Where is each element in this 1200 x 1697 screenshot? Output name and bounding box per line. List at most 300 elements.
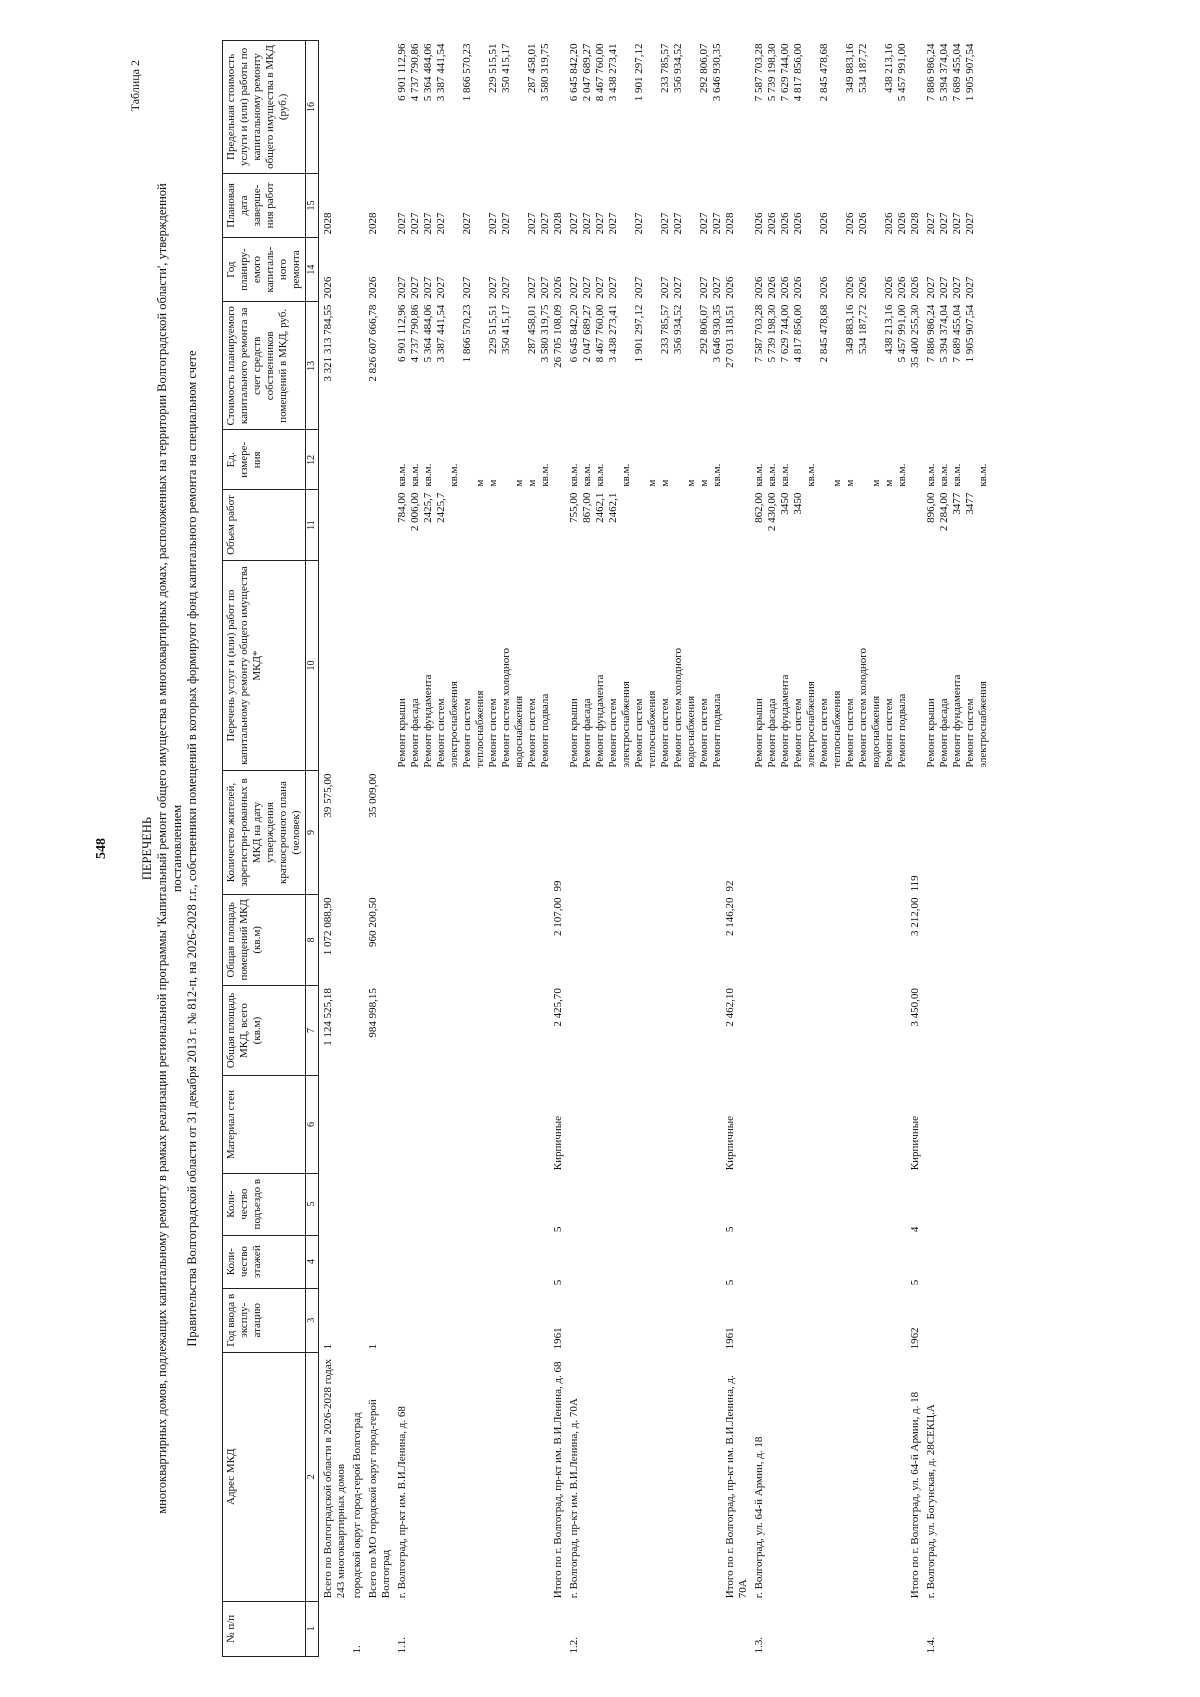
table-cell xyxy=(364,560,393,770)
works-unit xyxy=(922,430,990,490)
cell-line: Ремонт систем xyxy=(659,698,671,768)
cell-line: 350 415,17 xyxy=(500,304,512,355)
cell-line: 2026 xyxy=(883,212,895,235)
cell-line: 287 458,01 xyxy=(526,304,538,355)
building-area-rooms xyxy=(909,894,922,985)
cell-line: 4 817 856,00 xyxy=(792,304,804,363)
cell-line: Всего по МО городской округ город-герой Волгоград xyxy=(367,1399,392,1599)
cell-line: 2027 xyxy=(964,212,976,235)
cell-line: 233 785,57 xyxy=(659,304,671,355)
table-cell xyxy=(364,1173,393,1235)
cell-line: 3 212,00 xyxy=(909,897,921,936)
cell-line: теплоснабжения xyxy=(474,690,486,768)
cell-line: 2026 xyxy=(766,212,778,235)
cell-line: 1. xyxy=(351,1645,363,1654)
cell-line: 7 587 703,28 xyxy=(753,43,765,102)
cell-line xyxy=(870,305,883,427)
cell-line: 1 072 088,90 xyxy=(322,897,334,956)
cell-line xyxy=(513,493,526,558)
cell-line: 2027 xyxy=(607,276,619,299)
cell-line xyxy=(435,433,448,487)
table-cell xyxy=(909,41,922,174)
table-cell xyxy=(348,1173,364,1235)
cell-line: 1 xyxy=(367,1343,379,1350)
cell-line: электроснабжения xyxy=(448,681,460,768)
works-year xyxy=(750,238,909,302)
district-cost xyxy=(364,302,393,430)
cell-line: 2026 xyxy=(818,276,830,299)
building-address xyxy=(565,1352,724,1601)
cell-line: 2462,1 xyxy=(607,492,619,523)
table-cell xyxy=(724,1601,750,1656)
works-cost xyxy=(393,302,552,430)
cell-line: Ремонт фундамента xyxy=(594,674,606,768)
table-cell xyxy=(565,985,724,1076)
cell-line: кв.м. xyxy=(977,463,989,487)
table-cell xyxy=(393,1173,552,1235)
column-number-10: 10 xyxy=(306,560,319,770)
cell-line: Кирпичные xyxy=(909,1115,921,1171)
cell-line: Ремонт фасада xyxy=(938,698,950,768)
works-volume xyxy=(750,490,909,561)
table-cell xyxy=(565,894,724,985)
cell-line: г. Волгоград, пр-кт им. В.И.Ленина, д. 70А xyxy=(568,1398,580,1599)
cell-line xyxy=(539,493,552,558)
cell-line: 6 645 842,20 xyxy=(568,43,580,102)
district-subtotal-label xyxy=(364,1352,393,1601)
cell-line: 2026 xyxy=(779,212,791,235)
cell-line: м xyxy=(883,479,895,487)
cell-line: Ремонт крыши xyxy=(925,698,937,768)
cell-line: 7 629 744,00 xyxy=(779,304,791,363)
table-cell xyxy=(922,985,990,1076)
cell-line: 5 394 374,04 xyxy=(938,304,950,363)
cell-line xyxy=(448,493,461,558)
cell-line: 3 387 441,54 xyxy=(435,304,447,363)
cell-line: 1961 xyxy=(552,1327,564,1350)
works-unit xyxy=(750,430,909,490)
column-header-13: Стоимость планируемого капитального ремонта за счет средств собственников помещений в МКД, руб. xyxy=(223,302,306,430)
cell-line xyxy=(620,305,633,427)
cell-line: Ремонт фундамента xyxy=(779,674,791,768)
cell-line xyxy=(818,493,831,558)
cell-line: 2027 xyxy=(500,212,512,235)
cell-line: 2027 xyxy=(659,212,671,235)
cell-line: кв.м. xyxy=(711,463,723,487)
cell-line xyxy=(633,433,646,487)
cell-line xyxy=(711,493,724,558)
table-cell xyxy=(319,560,349,770)
cell-line: 2 462,10 xyxy=(724,988,736,1027)
table-cell xyxy=(319,1235,349,1288)
column-number-4: 4 xyxy=(306,1235,319,1288)
cell-line: м xyxy=(526,479,538,487)
works-end xyxy=(565,173,724,237)
works-volume xyxy=(565,490,724,561)
cell-line: 2028 xyxy=(909,212,921,235)
works-limit xyxy=(750,41,909,174)
cell-line: 2027 xyxy=(539,212,551,235)
cell-line xyxy=(818,433,831,487)
cell-line xyxy=(805,241,818,299)
building-cost xyxy=(724,302,750,430)
building-end-date xyxy=(909,173,922,237)
building-floors xyxy=(909,1235,922,1288)
cell-line: 534 187,72 xyxy=(857,304,869,355)
cell-line: 2026 xyxy=(552,276,564,299)
cell-line: м xyxy=(685,479,697,487)
cell-line: Ремонт систем xyxy=(698,698,710,768)
cell-line: городской округ город-герой Волгоград xyxy=(351,1412,363,1599)
cell-line: 2425,7 xyxy=(422,492,434,523)
cell-line xyxy=(844,493,857,558)
cell-line: 349 883,16 xyxy=(844,43,856,93)
table-caption: Таблица 2 xyxy=(128,60,142,112)
table-cell xyxy=(319,1076,349,1173)
table-cell xyxy=(364,1076,393,1173)
cell-line: 3 438 273,41 xyxy=(607,304,619,363)
works-year xyxy=(393,238,552,302)
cell-line: 4 737 790,86 xyxy=(409,304,421,363)
repair-list-table xyxy=(222,40,990,1657)
cell-line: 1 905 907,54 xyxy=(964,43,976,102)
building-address xyxy=(750,1352,909,1601)
cell-line xyxy=(474,176,487,234)
cell-line: 4 817 856,00 xyxy=(792,43,804,102)
cell-line: кв.м. xyxy=(938,463,950,487)
cell-line: 2027 xyxy=(526,212,538,235)
column-header-6: Материал стен xyxy=(223,1076,306,1173)
cell-line: 2028 xyxy=(552,212,564,235)
cell-line: 3 450,00 xyxy=(909,988,921,1027)
cell-line: 5 xyxy=(724,1226,736,1233)
cell-line xyxy=(896,493,909,558)
cell-line xyxy=(831,493,844,558)
building-entrances xyxy=(909,1173,922,1235)
cell-line: 7 629 744,00 xyxy=(779,43,791,102)
cell-line: водоснабжения xyxy=(685,695,697,768)
column-number-2: 2 xyxy=(306,1352,319,1601)
table-cell xyxy=(348,1288,364,1352)
cell-line: 26 705 108,09 xyxy=(552,304,564,368)
table-cell xyxy=(364,430,393,490)
header-row xyxy=(223,41,306,1657)
cell-line: кв.м. xyxy=(539,463,551,487)
cell-line: м xyxy=(698,479,710,487)
cell-line: 2 047 689,27 xyxy=(581,304,593,363)
cell-line xyxy=(526,493,539,558)
works-end xyxy=(750,173,909,237)
cell-line: электроснабжения xyxy=(620,681,632,768)
cell-line: 27 031 318,51 xyxy=(724,304,736,368)
building-floors xyxy=(724,1235,750,1288)
cell-line: 3450 xyxy=(779,492,791,515)
cell-line: кв.м. xyxy=(568,463,580,487)
table-cell xyxy=(565,771,724,895)
cell-line: Ремонт систем xyxy=(964,698,976,768)
works-list xyxy=(565,560,724,770)
cell-line: 2026 xyxy=(896,212,908,235)
cell-line xyxy=(672,493,685,558)
total-year xyxy=(319,1288,349,1352)
cell-line: теплоснабжения xyxy=(831,690,843,768)
table-cell xyxy=(909,560,922,770)
cell-line xyxy=(672,433,685,487)
table-cell xyxy=(319,1173,349,1235)
cell-line: Ремонт крыши xyxy=(568,698,580,768)
cell-line: Ремонт систем холодного xyxy=(672,647,684,768)
cell-line: 3 580 319,75 xyxy=(539,43,551,102)
cell-line: 1 xyxy=(322,1343,334,1350)
cell-line: 2026 xyxy=(367,276,379,299)
table-cell xyxy=(364,1601,393,1656)
column-number-1: 1 xyxy=(306,1601,319,1656)
cell-line: 867,00 xyxy=(581,492,593,523)
cell-line: м xyxy=(487,479,499,487)
cell-line xyxy=(461,433,474,487)
cell-line: 2026 xyxy=(896,276,908,299)
table-cell xyxy=(724,41,750,174)
table-row xyxy=(393,41,552,1657)
cell-line xyxy=(513,305,526,427)
cell-line: 2 430,00 xyxy=(766,492,778,532)
cell-line: м xyxy=(831,479,843,487)
cell-line: кв.м. xyxy=(779,463,791,487)
cell-line: 3477 xyxy=(951,492,963,515)
works-cost xyxy=(750,302,909,430)
cell-line xyxy=(620,176,633,234)
total-year-plan xyxy=(319,238,349,302)
district-year xyxy=(364,1288,393,1352)
table-row xyxy=(565,41,724,1657)
table-row xyxy=(552,41,565,1657)
table-cell xyxy=(364,1235,393,1288)
cell-line xyxy=(448,176,461,234)
cell-line: 2026 xyxy=(766,276,778,299)
cell-line: 2027 xyxy=(539,276,551,299)
building-address xyxy=(393,1352,552,1601)
cell-line: м xyxy=(844,479,856,487)
works-limit xyxy=(565,41,724,174)
cell-line: 1 866 570,23 xyxy=(461,304,473,363)
cell-line: 1961 xyxy=(724,1327,736,1350)
table-cell xyxy=(922,771,990,895)
title-line-2: многоквартирных домов, подлежащих капитальному ремонту в рамках реализации региональной программы 'Капитальный ремонт общего имущества в многоквартирных домах, расположенных на территории Волгоградской области', утвержденной постановлением xyxy=(155,183,184,1514)
cell-line xyxy=(646,305,659,427)
cell-line: 5 xyxy=(724,1279,736,1286)
table-cell xyxy=(552,41,565,174)
cell-line: 229 515,51 xyxy=(487,304,499,355)
cell-line: 349 883,16 xyxy=(844,304,856,355)
table-cell xyxy=(922,894,990,985)
building-address xyxy=(922,1352,990,1601)
cell-line: 2027 xyxy=(925,212,937,235)
cell-line: Ремонт систем xyxy=(487,698,499,768)
cell-line xyxy=(620,241,633,299)
cell-line: 2425,7 xyxy=(435,492,447,523)
cell-line: 3477 xyxy=(964,492,976,515)
cell-line: 2027 xyxy=(500,276,512,299)
cell-line: 1 905 907,54 xyxy=(964,304,976,363)
column-header-10: Перечень услуг и (или) работ по капитальному ремонту общего имущества МКД* xyxy=(223,560,306,770)
cell-line: 292 806,07 xyxy=(698,43,710,93)
cell-line xyxy=(685,241,698,299)
table-cell xyxy=(724,490,750,561)
building-year xyxy=(552,1288,565,1352)
cell-line: Итого по г. Волгоград, пр-кт им. В.И.Ленина, д. 70А xyxy=(724,1375,749,1599)
works-volume xyxy=(393,490,552,561)
cell-line: 7 689 455,04 xyxy=(951,304,963,363)
table-row xyxy=(348,41,364,1657)
column-header-9: Количество жителей, зарегистри-рованных в МКД на дату утверждения краткосрочного плана (человек) xyxy=(223,771,306,895)
building-end-date xyxy=(552,173,565,237)
cell-line xyxy=(659,493,672,558)
cell-line: 2026 xyxy=(792,276,804,299)
cell-line xyxy=(513,241,526,299)
table-cell xyxy=(724,560,750,770)
cell-line: 2027 xyxy=(659,276,671,299)
total-area-rooms xyxy=(319,894,349,985)
building-year xyxy=(909,1288,922,1352)
cell-line: 2 107,00 xyxy=(552,897,564,936)
cell-line xyxy=(857,493,870,558)
cell-line: 233 785,57 xyxy=(659,43,671,93)
building-year-plan xyxy=(909,238,922,302)
cell-line: 2026 xyxy=(792,212,804,235)
works-list xyxy=(750,560,909,770)
cell-line: 5 364 484,06 xyxy=(422,43,434,102)
cell-line: 2027 xyxy=(396,212,408,235)
cell-line: Ремонт фасада xyxy=(409,698,421,768)
cell-line: м xyxy=(659,479,671,487)
cell-line: 2027 xyxy=(435,212,447,235)
cell-line xyxy=(646,241,659,299)
cell-line: 2028 xyxy=(322,212,334,235)
cell-line: Всего по Волгоградской области в 2026-2028 годах 243 многоквартирных домов xyxy=(322,1358,347,1599)
cell-line: Ремонт систем xyxy=(633,698,645,768)
cell-line xyxy=(698,493,711,558)
column-number-12: 12 xyxy=(306,430,319,490)
cell-line xyxy=(620,44,633,171)
cell-line: 7 886 986,24 xyxy=(925,304,937,363)
works-year xyxy=(565,238,724,302)
cell-line: Ремонт систем xyxy=(818,698,830,768)
building-area-rooms xyxy=(724,894,750,985)
table-cell xyxy=(348,430,364,490)
table-cell xyxy=(922,1076,990,1173)
cell-line: 4 737 790,86 xyxy=(409,43,421,102)
cell-line: 350 415,17 xyxy=(500,43,512,93)
building-entrances xyxy=(724,1173,750,1235)
cell-line xyxy=(646,44,659,171)
table-cell xyxy=(750,1235,909,1288)
cell-line: 960 200,50 xyxy=(367,897,379,947)
cell-line: 7 886 986,24 xyxy=(925,43,937,102)
column-number-row xyxy=(306,41,319,1657)
cell-line: 6 645 842,20 xyxy=(568,304,580,363)
cell-line: 896,00 xyxy=(925,492,937,523)
cell-line: кв.м. xyxy=(925,463,937,487)
table-cell xyxy=(565,1235,724,1288)
cell-line: 2 284,00 xyxy=(938,492,950,532)
building-cost xyxy=(552,302,565,430)
cell-line: 2027 xyxy=(938,212,950,235)
works-unit xyxy=(565,430,724,490)
cell-line xyxy=(461,493,474,558)
table-cell xyxy=(348,1235,364,1288)
cell-line: 2026 xyxy=(779,276,791,299)
cell-line: 2027 xyxy=(925,276,937,299)
cell-line: 3450 xyxy=(792,492,804,515)
table-cell xyxy=(393,1235,552,1288)
cell-line: 2027 xyxy=(422,276,434,299)
building-residents xyxy=(724,771,750,895)
table-cell xyxy=(348,302,364,430)
cell-line: Кирпичные xyxy=(552,1115,564,1171)
cell-line xyxy=(448,241,461,299)
cell-line: 7 689 455,04 xyxy=(951,43,963,102)
table-cell xyxy=(922,1288,990,1352)
table-body xyxy=(319,41,991,1657)
cell-line: 2027 xyxy=(568,276,580,299)
cell-line: 2027 xyxy=(633,276,645,299)
table-cell xyxy=(552,430,565,490)
building-cost xyxy=(909,302,922,430)
cell-line xyxy=(870,176,883,234)
cell-line: Итого по г. Волгоград, ул. 64-й Армии, д. 18 xyxy=(909,1391,921,1599)
cell-line xyxy=(870,44,883,171)
table-cell xyxy=(319,41,349,174)
cell-line: Ремонт систем xyxy=(792,698,804,768)
cell-line xyxy=(513,176,526,234)
cell-line: 2026 xyxy=(322,276,334,299)
building-floors xyxy=(552,1235,565,1288)
works-unit xyxy=(393,430,552,490)
table-cell xyxy=(909,490,922,561)
cell-line: 2 845 478,68 xyxy=(818,43,830,102)
cell-line xyxy=(883,493,896,558)
cell-line: 4 xyxy=(909,1226,921,1233)
cell-line: 2027 xyxy=(633,212,645,235)
cell-line: 2026 xyxy=(818,212,830,235)
column-header-2: Адрес МКД xyxy=(223,1352,306,1601)
cell-line: 2027 xyxy=(568,212,580,235)
building-year-plan xyxy=(724,238,750,302)
cell-line: г. Волгоград, пр-кт им. В.И.Ленина, д. 68 xyxy=(396,1406,408,1599)
cell-line: 119 xyxy=(909,875,921,892)
cell-line xyxy=(964,433,977,487)
cell-line: Ремонт крыши xyxy=(396,698,408,768)
cell-line xyxy=(792,433,805,487)
column-number-15: 15 xyxy=(306,173,319,237)
table-cell xyxy=(348,560,364,770)
cell-line: 99 xyxy=(552,880,564,892)
cell-line: кв.м. xyxy=(594,463,606,487)
cell-line: 1 866 570,23 xyxy=(461,43,473,102)
cell-line: 356 934,52 xyxy=(672,43,684,93)
cell-line: кв.м. xyxy=(422,463,434,487)
district-area xyxy=(364,985,393,1076)
cell-line: 438 213,16 xyxy=(883,43,895,93)
cell-line: 984 998,15 xyxy=(367,988,379,1038)
cell-line: 7 587 703,28 xyxy=(753,304,765,363)
total-residents xyxy=(319,771,349,895)
table-cell xyxy=(348,41,364,174)
cell-line: 6 901 112,96 xyxy=(396,304,408,362)
cell-line: 5 xyxy=(552,1226,564,1233)
cell-line xyxy=(685,44,698,171)
page-number: 548 xyxy=(94,838,109,859)
